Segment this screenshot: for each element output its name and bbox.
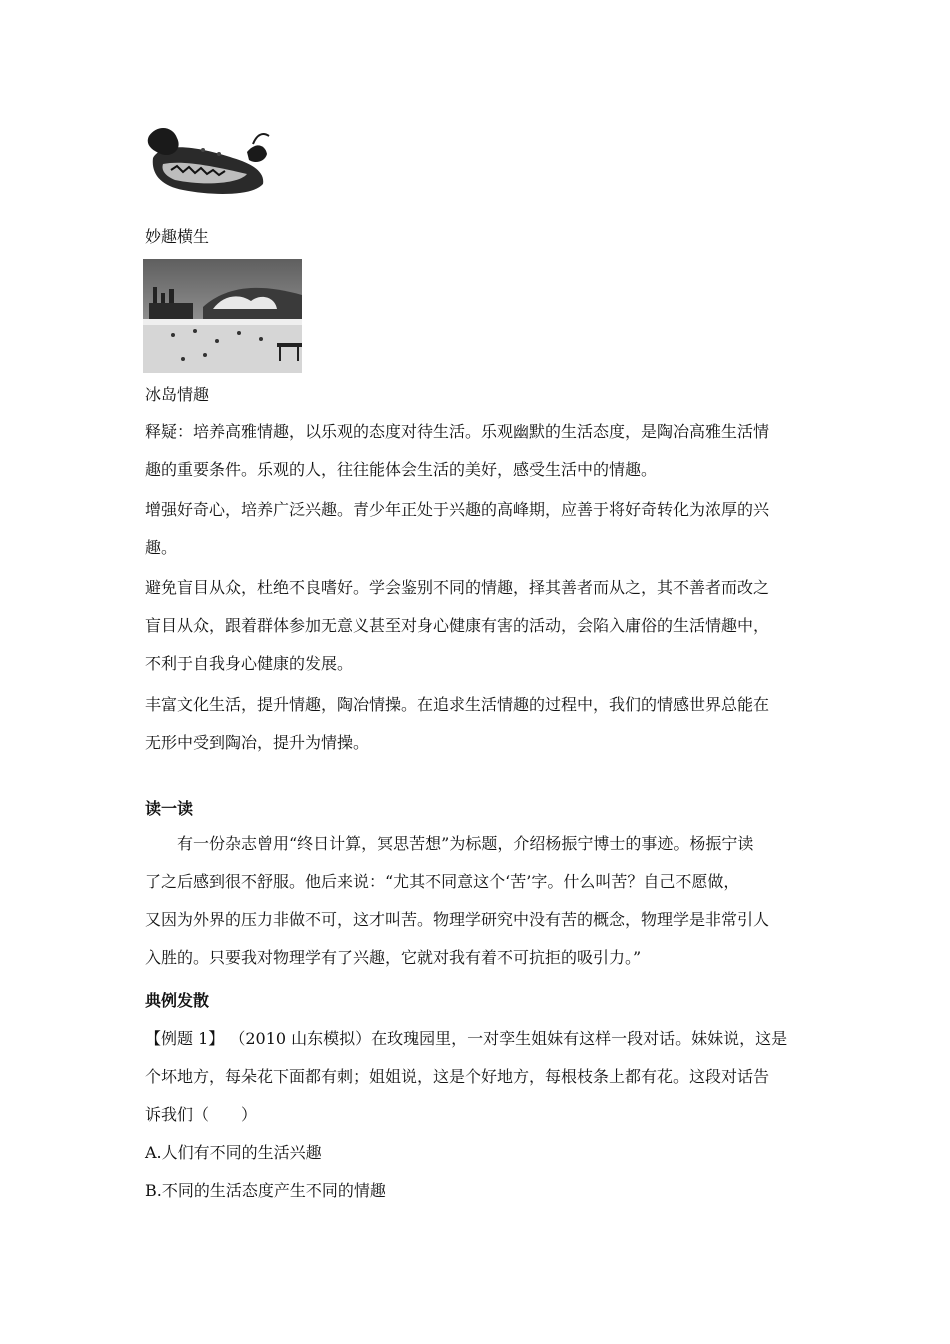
explanation-paragraph	[145, 422, 807, 498]
paragraph	[145, 578, 807, 692]
text-line: 了之后感到很不舒服。他后来说：“尤其不同意这个‘苦’字。什么叫苦？自己不愿做，	[145, 872, 740, 891]
text-line: 个坏地方，每朵花下面都有刺；姐姐说，这是个好地方，每根枝条上都有花。这段对话告	[145, 1067, 770, 1086]
text-line: 丰富文化生活，提升情趣，陶冶情操。在追求生活情趣的过程中，我们的情感世界总能在	[145, 695, 770, 714]
text-line: 不利于自我身心健康的发展。	[145, 654, 354, 673]
text-line: 入胜的。只要我对物理学有了兴趣，它就对我有着不可抗拒的吸引力。”	[145, 948, 642, 967]
reading-paragraph	[145, 834, 807, 986]
photo-hot-spring	[143, 259, 302, 373]
text-line: 趣的重要条件。乐观的人，往往能体会生活的美好，感受生活中的情趣。	[145, 460, 658, 479]
example-question	[145, 1029, 807, 1219]
paragraph	[145, 695, 807, 771]
text-line: 盲目从众，跟着群体参加无意义甚至对身心健康有害的活动，会陷入庸俗的生活情趣中，	[145, 616, 770, 635]
image-caption: 冰岛情趣	[145, 385, 210, 404]
text-line: 增强好奇心，培养广泛兴趣。青少年正处于兴趣的高峰期，应善于将好奇转化为浓厚的兴	[145, 500, 770, 519]
section-heading: 读一读	[145, 799, 194, 818]
paragraph	[145, 500, 807, 576]
text-line: 避免盲目从众，杜绝不良嗜好。学会鉴别不同的情趣，择其善者而从之，其不善者而改之	[145, 578, 770, 597]
text-line: 诉我们（ ）	[145, 1105, 258, 1124]
text-line: 【例题 1】 （2010 山东模拟）在玫瑰园里，一对孪生姐妹有这样一段对话。妹妹说，这是	[145, 1029, 788, 1048]
answer-option: B.不同的生活态度产生不同的情趣	[145, 1181, 386, 1200]
image-caption: 妙趣横生	[145, 227, 210, 246]
answer-option: A.人们有不同的生活兴趣	[145, 1143, 322, 1162]
section-heading: 典例发散	[145, 991, 210, 1010]
text-line: 释疑：培养高雅情趣，以乐观的态度对待生活。乐观幽默的生活态度，是陶冶高雅生活情	[145, 422, 770, 441]
decorative-illustration	[143, 120, 273, 200]
text-line: 无形中受到陶冶，提升为情操。	[145, 733, 370, 752]
text-line: 有一份杂志曾用“终日计算，冥思苦想”为标题，介绍杨振宁博士的事迹。杨振宁读	[177, 834, 754, 853]
text-line: 趣。	[145, 538, 178, 557]
text-line: 又因为外界的压力非做不可，这才叫苦。物理学研究中没有苦的概念，物理学是非常引人	[145, 910, 770, 929]
